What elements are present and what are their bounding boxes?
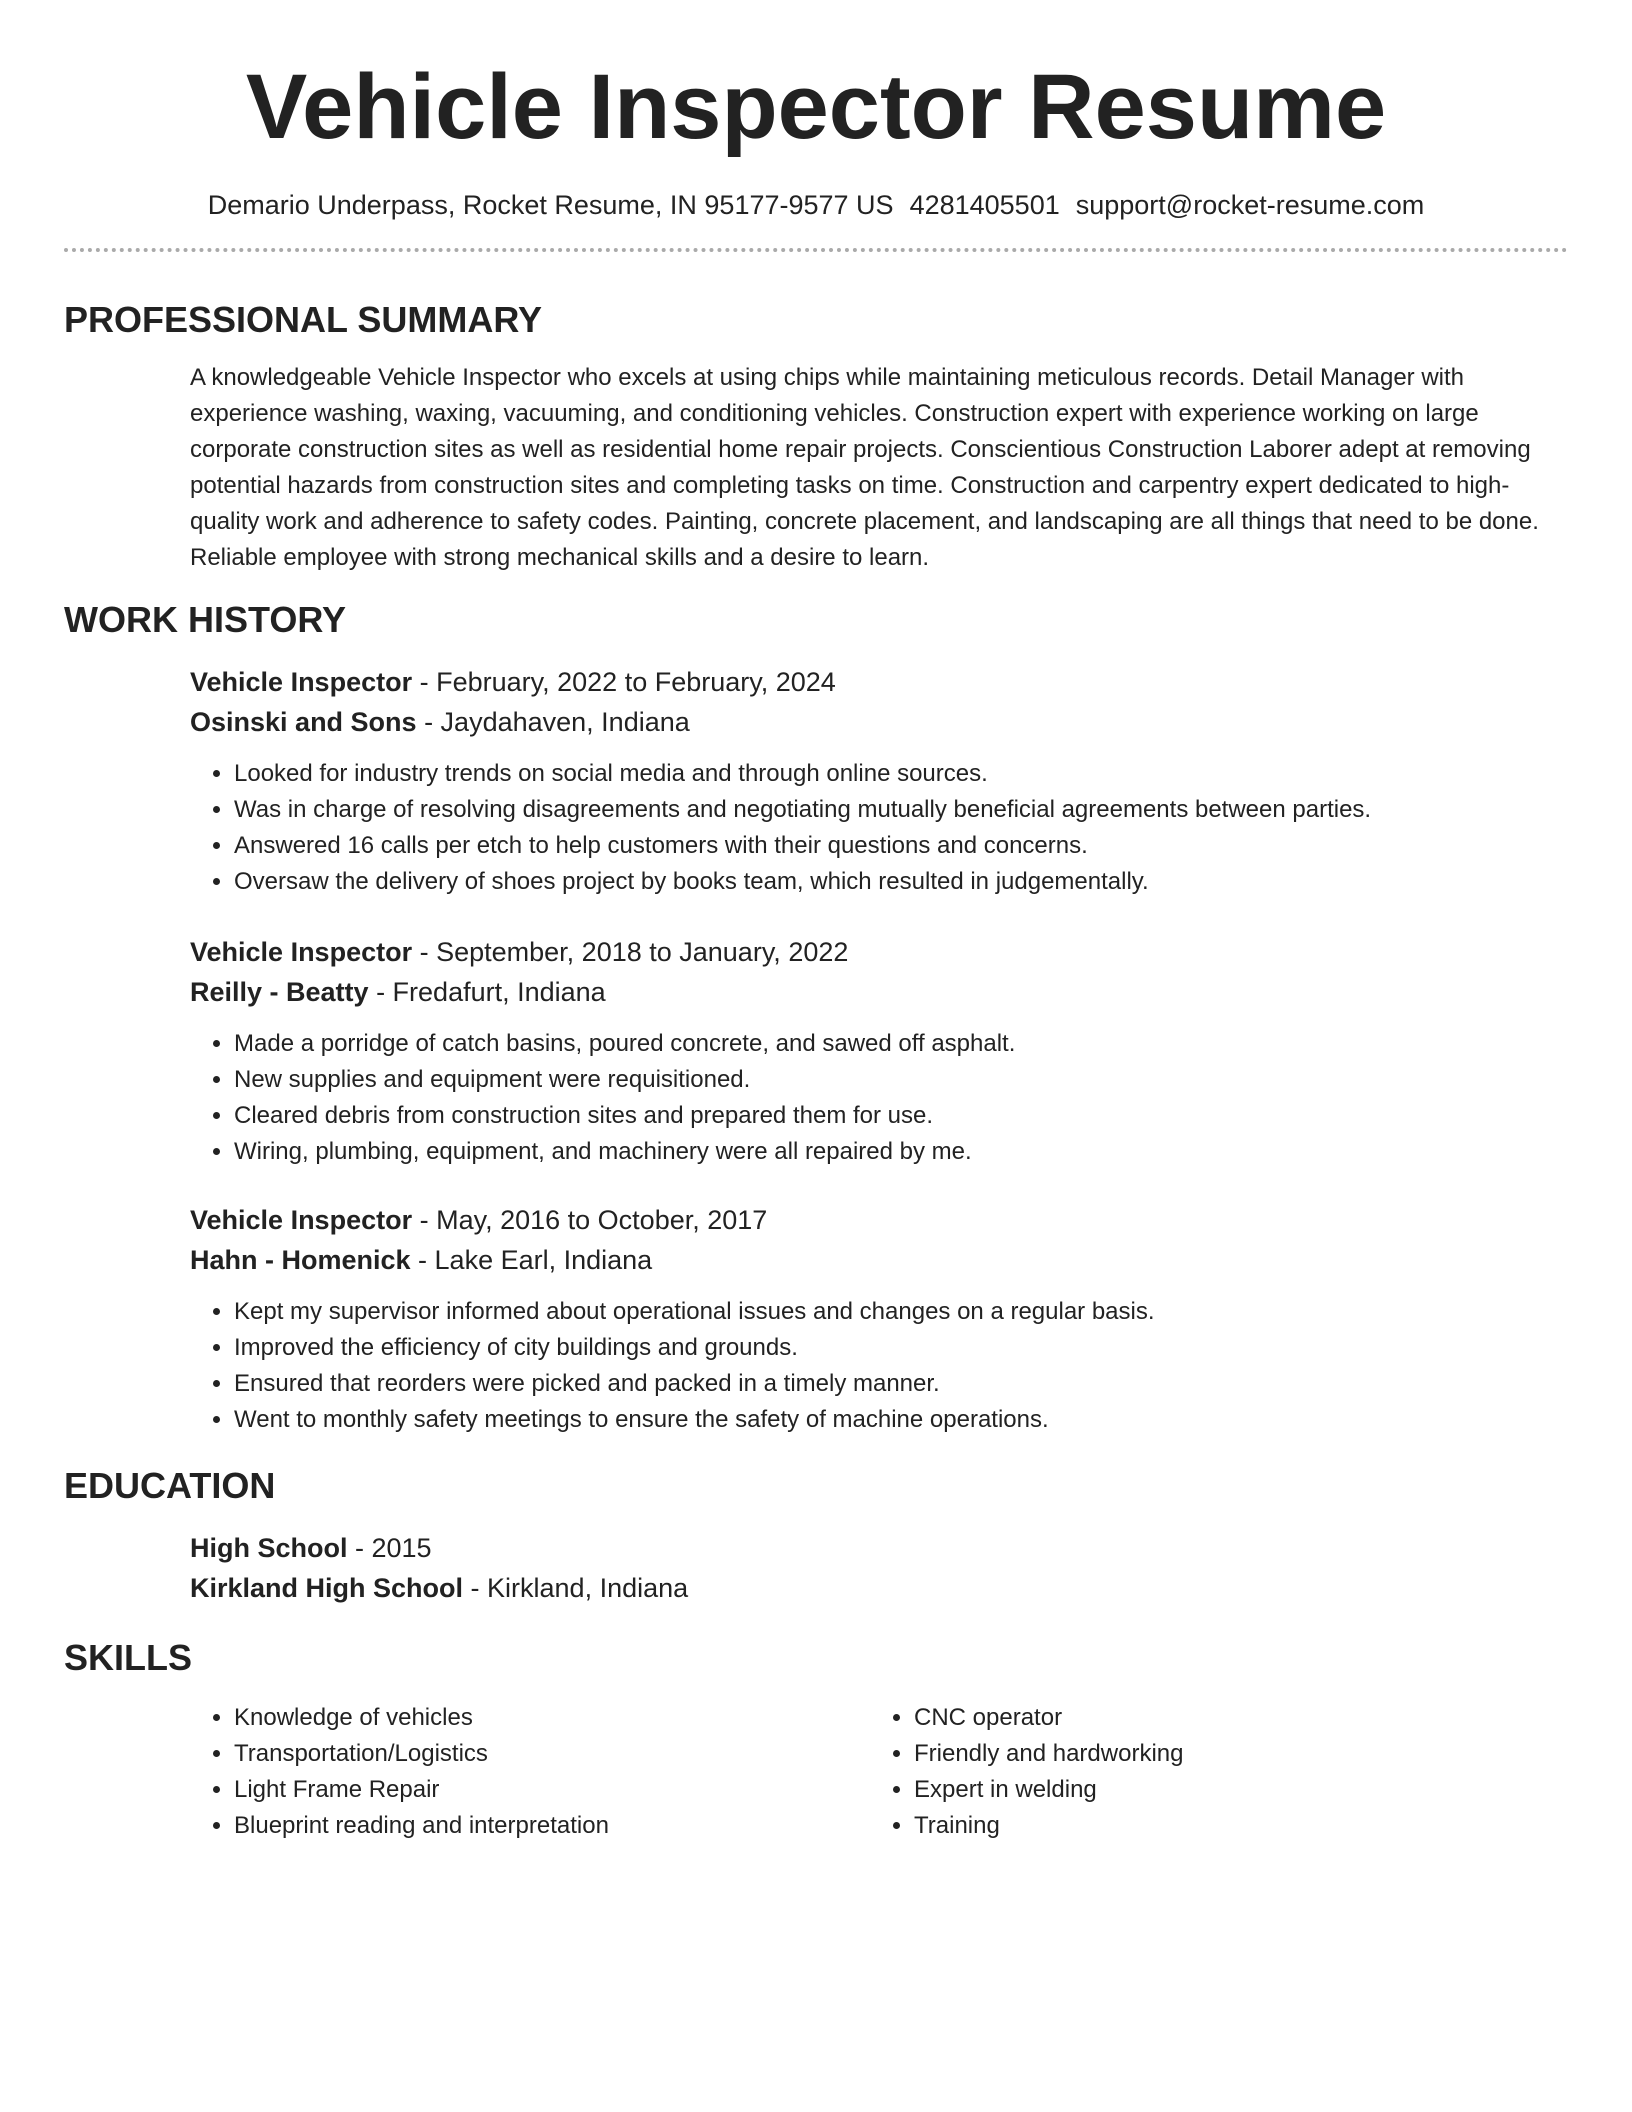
job-title: Vehicle Inspector (190, 667, 413, 697)
job-location: - Fredafurt, Indiana (368, 977, 606, 1007)
job-bullet: • Made a porridge of catch basins, poured concrete, and sawed off asphalt. (234, 1026, 1568, 1062)
skill-item: • Training (914, 1808, 1550, 1844)
header-divider (64, 248, 1568, 252)
job-entry (190, 932, 1568, 1170)
contact-address: Demario Underpass, Rocket Resume, IN 95177-9577 US (207, 190, 894, 220)
education-year: - 2015 (347, 1533, 432, 1563)
skills-list (870, 1700, 1550, 1844)
summary-text: A knowledgeable Vehicle Inspector who excels at using chips while maintaining meticulous records. Detail Manager with experience washing, waxing, vacuuming, and conditioning vehicles. Construction expert with experience working on large corporate construction sites as well as residential home repair projects. Conscientious Construction Laborer adept at removing potential hazards from construction sites and completing tasks on time. Construction and carpentry expert dedicated to high-quality work and adherence to safety codes. Painting, concrete placement, and landscaping are all things that need to be done. Reliable employee with strong mechanical skills and a desire to learn. (190, 364, 1539, 571)
job-company: Reilly - Beatty (190, 977, 369, 1007)
job-location: - Lake Earl, Indiana (410, 1245, 653, 1275)
job-bullet: • Cleared debris from construction sites and prepared them for use. (234, 1098, 1568, 1134)
skills-column-right (870, 1700, 1550, 1844)
education-degree-line (190, 1528, 1568, 1568)
job-bullets (190, 1026, 1568, 1170)
education-degree: High School (190, 1533, 348, 1563)
skill-item: • Blueprint reading and interpretation (234, 1808, 870, 1844)
job-bullet: • New supplies and equipment were requisitioned. (234, 1062, 1568, 1098)
skills-heading: SKILLS (64, 1637, 193, 1678)
education-school-line (190, 1568, 1568, 1608)
job-bullet: • Oversaw the delivery of shoes project by books team, which resulted in judgementally. (234, 864, 1568, 900)
job-title-line (190, 662, 1568, 702)
job-location: - Jaydahaven, Indiana (416, 707, 690, 737)
skills-column-left (190, 1700, 870, 1844)
job-company-line (190, 702, 1568, 742)
education-location: - Kirkland, Indiana (463, 1573, 689, 1603)
work-history-heading: WORK HISTORY (64, 599, 347, 640)
contact-email: support@rocket-resume.com (1075, 190, 1425, 220)
summary-heading: PROFESSIONAL SUMMARY (64, 299, 543, 340)
job-company-line (190, 972, 1568, 1012)
job-title-line (190, 1200, 1568, 1240)
skills-grid (190, 1700, 1568, 1844)
job-bullets (190, 756, 1568, 900)
job-bullet: • Ensured that reorders were picked and packed in a timely manner. (234, 1366, 1568, 1402)
contact-line (64, 188, 1568, 222)
skill-item: • Friendly and hardworking (914, 1736, 1550, 1772)
skill-item: • Light Frame Repair (234, 1772, 870, 1808)
job-dates: - February, 2022 to February, 2024 (412, 667, 836, 697)
job-company-line (190, 1240, 1568, 1280)
skill-item: • Transportation/Logistics (234, 1736, 870, 1772)
job-dates: - May, 2016 to October, 2017 (412, 1205, 768, 1235)
education-entry (190, 1528, 1568, 1608)
resume-title: Vehicle Inspector Resume (245, 56, 1387, 158)
job-bullet: • Went to monthly safety meetings to ensure the safety of machine operations. (234, 1402, 1568, 1438)
job-title-line (190, 932, 1568, 972)
contact-phone: 4281405501 (909, 190, 1060, 220)
job-bullet: • Wiring, plumbing, equipment, and machinery were all repaired by me. (234, 1134, 1568, 1170)
job-bullets (190, 1294, 1568, 1438)
skills-list (190, 1700, 870, 1844)
job-bullet: • Looked for industry trends on social media and through online sources. (234, 756, 1568, 792)
job-title: Vehicle Inspector (190, 1205, 413, 1235)
job-dates: - September, 2018 to January, 2022 (412, 937, 849, 967)
skill-item: • CNC operator (914, 1700, 1550, 1736)
job-company: Hahn - Homenick (190, 1245, 411, 1275)
job-entry (190, 662, 1568, 900)
job-company: Osinski and Sons (190, 707, 417, 737)
job-bullet: • Kept my supervisor informed about operational issues and changes on a regular basis. (234, 1294, 1568, 1330)
education-heading: EDUCATION (64, 1465, 276, 1506)
education-school: Kirkland High School (190, 1573, 464, 1603)
job-bullet: • Answered 16 calls per etch to help customers with their questions and concerns. (234, 828, 1568, 864)
skill-item: • Knowledge of vehicles (234, 1700, 870, 1736)
job-bullet: • Was in charge of resolving disagreements and negotiating mutually beneficial agreements between parties. (234, 792, 1568, 828)
job-bullet: • Improved the efficiency of city buildings and grounds. (234, 1330, 1568, 1366)
skill-item: • Expert in welding (914, 1772, 1550, 1808)
job-entry (190, 1200, 1568, 1438)
resume-page (64, 0, 1568, 1844)
job-title: Vehicle Inspector (190, 937, 413, 967)
